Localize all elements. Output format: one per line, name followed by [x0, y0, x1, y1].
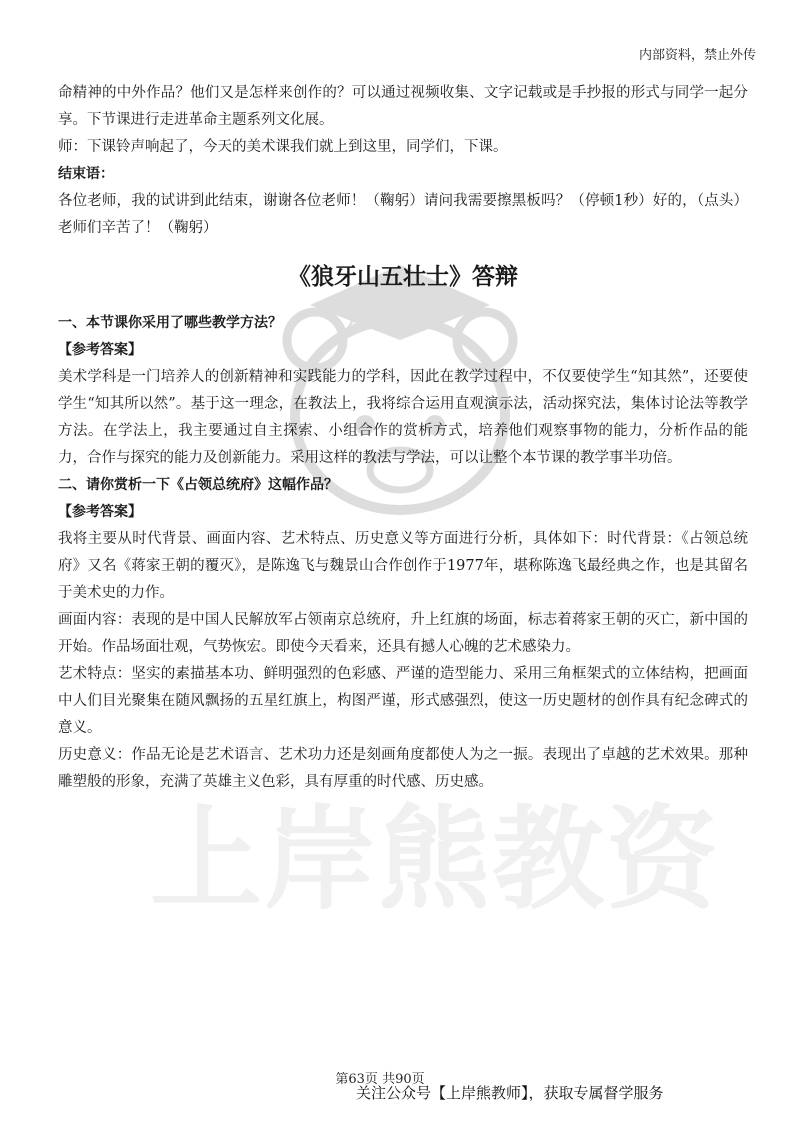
document-body — [58, 80, 748, 796]
intro-paragraph: 师：下课铃声响起了，今天的美术课我们就上到这里，同学们，下课。 — [58, 139, 508, 155]
page-number: 第63页 共90页 — [335, 1072, 425, 1087]
answer-label: 【参考答案】 — [58, 504, 142, 520]
answer-paragraph: 美术学科是一门培养人的创新精神和实践能力的学科，因此在教学过程中，不仅要使学生“知其然”，还要使学生“知其所以然”。基于这一理念，在教法上，我将综合运用直观演示法，活动探究法，集体讨论法等教学方法。在学法上，我主要通过自主探索、小组合作的赏析方式，培养他们观察事物的能力，分析作品的能力，合作与探究的能力及创新能力。采用这样的教法与学法，可以让整个本节课的教学事半功倍。 — [58, 369, 748, 466]
header-note: 内部资料，禁止外传 — [638, 48, 756, 63]
answer-paragraph: 我将主要从时代背景、画面内容、艺术特点、历史意义等方面进行分析，具体如下：时代背景：《占领总统府》又名《蒋家王朝的覆灭》，是陈逸飞与魏景山合作创作于1977年，堪称陈逸飞最经典之作，也是其留名于美术史的力作。 — [58, 531, 748, 601]
answer-paragraph: 艺术特点：坚实的素描基本功、鲜明强烈的色彩感、严谨的造型能力、采用三角框架式的立体结构，把画面中人们目光聚集在随风飘扬的五星红旗上，构图严谨，形式感强烈，使这一历史题材的创作具有纪念碑式的意义。 — [58, 666, 748, 736]
answer-label: 【参考答案】 — [58, 342, 142, 358]
answer-paragraph: 历史意义：作品无论是艺术语言、艺术功力还是刻画角度都使人为之一振。表现出了卓越的艺术效果。那种雕塑般的形象，充满了英雄主义色彩，具有厚重的时代感、历史感。 — [58, 747, 748, 790]
watermark-text: 上岸熊教资 — [150, 795, 720, 925]
footer-note: 关注公众号【上岸熊教师】，获取专属督学服务 — [356, 1084, 664, 1102]
mascot-text: 加油！ — [347, 294, 449, 334]
page-title: 《狼牙山五壮士》答辩 — [288, 264, 518, 290]
question-heading: 一、本节课你采用了哪些教学方法？ — [58, 315, 282, 331]
question-heading: 二、请你赏析一下《占领总统府》这幅作品？ — [58, 477, 338, 493]
intro-paragraph: 命精神的中外作品？他们又是怎样来创作的？可以通过视频收集、文字记载或是手抄报的形式与同学一起分享。下节课进行走进革命主题系列文化展。 — [58, 85, 748, 128]
answer-paragraph: 画面内容：表现的是中国人民解放军占领南京总统府，升上红旗的场面，标志着蒋家王朝的灭亡，新中国的开始。作品场面壮观，气势恢宏。即使今天看来，还具有撼人心魄的艺术感染力。 — [58, 612, 748, 655]
closing-label: 结束语： — [58, 166, 114, 182]
closing-text: 各位老师，我的试讲到此结束，谢谢各位老师！（鞠躬）请问我需要擦黑板吗？（停顿1秒）好的，（点头）老师们辛苦了！（鞠躬） — [58, 193, 748, 236]
